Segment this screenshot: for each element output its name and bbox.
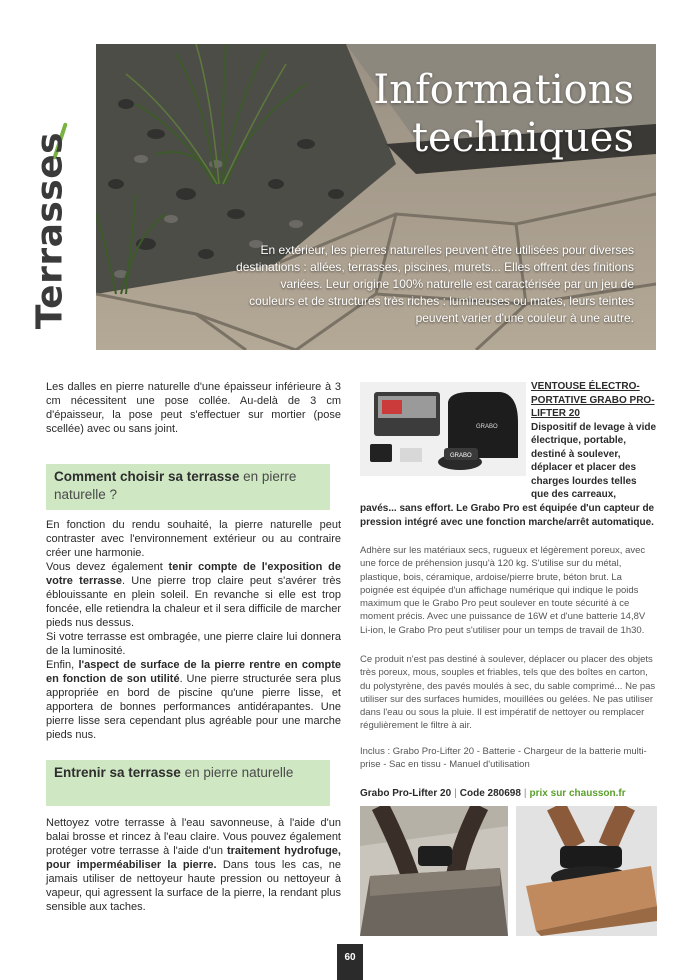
product-reference-line — [360, 788, 660, 799]
hero-description: En extérieur, les pierres naturelles peuvent être utilisées pour diverses destinations : allées, terrasses, piscines, murets... Elles offrent des finitions variées. Leur origine 100% naturelle est caractérisée par un jeu de couleurs et de structures très riches : lumineuses ou mates, leurs teintes peuvent varier d'une couleur à une autre. — [236, 243, 634, 325]
separator: | — [454, 788, 457, 799]
hero-title-line2: techniques — [411, 115, 634, 161]
section2-p1-b: traitement hydrofuge, pour imperméabiliser la pierre. — [46, 845, 341, 871]
section1-p2-a: Vous devez également — [46, 561, 169, 573]
bag-logo: GRABO — [476, 424, 498, 430]
section1-heading-rest: en pierre naturelle ? — [54, 469, 297, 502]
hero-title-line1: Informations — [373, 67, 634, 113]
product-desc-long: pavés... sans effort. Le Grabo Pro est équipée d'un capteur de pression intégré avec une fonction marche/arrêt automatique. — [360, 503, 655, 528]
section2-p1 — [46, 816, 341, 914]
section1-p3: Si votre terrasse est ombragée, une pierre claire lui donnera de la luminosité. — [46, 631, 341, 657]
side-title-block — [0, 60, 90, 330]
product-photo — [360, 382, 526, 476]
price-link[interactable]: prix sur chausson.fr — [529, 788, 626, 799]
device-on-slab-illustration — [516, 806, 657, 936]
product-code: Code 280698 — [459, 788, 521, 799]
hands-lifting-stone-illustration — [360, 806, 508, 936]
product-ref-name: Grabo Pro-Lifter 20 — [360, 788, 452, 799]
hero-image — [96, 44, 656, 350]
section2-heading-box — [46, 760, 330, 806]
section2-body — [46, 816, 341, 914]
intro-paragraph: Les dalles en pierre naturelle d'une épaisseur inférieure à 3 cm nécessitent une pose collée. Au-delà de 3 cm d'épaisseur, la pose peut s'effectuer sur mortier (pose scellée) avec ou sans joint. — [46, 381, 341, 435]
usage-photo-1 — [360, 806, 508, 936]
section1-heading-bold: Comment choisir sa terrasse — [54, 469, 240, 484]
section2-heading — [54, 764, 322, 782]
product-heading — [531, 380, 657, 502]
section1-p4-a: Enfin, — [46, 659, 79, 671]
product-text-3: Inclus : Grabo Pro-Lifter 20 - Batterie - Chargeur de la batterie multi-prise - Sac en tissu - Manuel d'utilisation — [360, 746, 647, 771]
section2-heading-rest: en pierre naturelle — [180, 765, 294, 780]
product-kit-illustration — [360, 382, 526, 476]
section-title: Terrasses — [29, 131, 71, 330]
section1-p1: En fonction du rendu souhaité, la pierre naturelle peut contraster avec l'environnement extérieur ou au contraire créer une harmonie. — [46, 519, 341, 559]
page-number: 60 — [337, 944, 363, 980]
section1-p4 — [46, 658, 341, 742]
section2-heading-bold: Entrenir sa terrasse — [54, 765, 181, 780]
usage-photo-2 — [516, 806, 657, 936]
section1-p4-c: . Une pierre structurée sera plus appropriée en bord de piscine qu'une pierre lisse, et apportera de bonnes performances antidérapantes. Une pierre lisse sera cependant plus agréable pour une marche pieds nus. — [46, 673, 341, 741]
section1-heading-box — [46, 464, 330, 510]
section1-p4-b: l'aspect de surface de la pierre rentre en compte en fonction de son utilité — [46, 659, 342, 685]
device-logo: GRABO — [450, 453, 472, 459]
separator: | — [523, 788, 527, 799]
section1-p2-c: . Une pierre trop claire peut s'avérer très éblouissante en plein soleil. En revanche si elle est trop foncée, elle retiendra la chaleur et il sera difficile de marcher pieds nus dessus. — [46, 575, 341, 629]
hero-title — [373, 66, 634, 162]
section2-p1-c: Dans tous les cas, ne jamais utiliser de nettoyeur haute pression ou nettoyeur à vapeur, qui agressent la surface de la pierre, la rendant plus sensible aux taches. — [46, 859, 341, 913]
section2-p1-a: Nettoyez votre terrasse à l'eau savonneuse, à l'aide d'un balai brosse et rincez à l'eau claire. Vous pouvez également protéger votre terrasse à l'aide d'un — [46, 817, 341, 857]
section1-body — [46, 518, 341, 742]
section1-p2 — [46, 560, 341, 630]
product-name: VENTOUSE ÉLECTRO-PORTATIVE GRABO PRO-LIFTER 20 — [531, 381, 655, 419]
section1-heading — [54, 468, 322, 504]
product-desc-short: Dispositif de levage à vide électrique, portable, destiné à soulever, déplacer et placer des charges lourdes telles que des carreaux, — [531, 421, 657, 500]
product-text-2: Ce produit n'est pas destiné à soulever, déplacer ou placer des objets très poreux, mous, souples et friables, tels que des boîtes en carton, du polystyrène, des pavés moulés à sec, du sable comprimé... Ne pas utiliser sur des surfaces humides, mouillées ou gelées. Ne pas utiliser dans l'eau ou sous la pluie. Il est impératif de nettoyer ou remplacer régulièrement le filtre à air. — [360, 654, 656, 732]
section1-p2-b: tenir compte de l'exposition de votre terrasse — [46, 561, 341, 587]
product-text-1: Adhère sur les matériaux secs, rugueux et légèrement poreux, avec une force de préhension jusqu'à 120 kg. S'utilise sur du métal, plastique, bois, céramique, ardoise/pierre brute, béton brut. La poignée est équipée d'un affichage numérique qui indique le poids maximum que le Grabo Pro peut soulever en toute sécurité à ce moment précis. Avec une puissance de 16W et d'une batterie 14,8V Li-ion, le Grabo Pro peut s'utiliser pour un temps de travail de 1h30. — [360, 545, 646, 636]
